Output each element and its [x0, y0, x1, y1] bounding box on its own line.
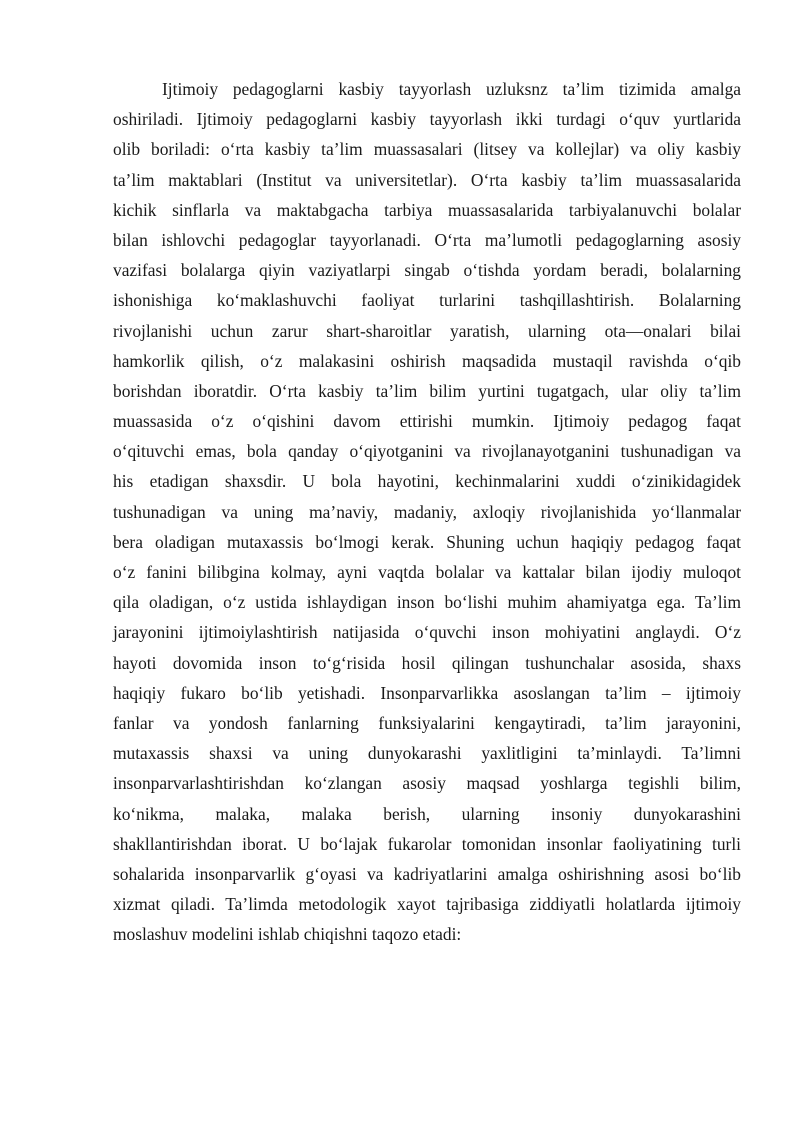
text-line: vazifasi bolalarga qiyin vaziyatlarpi singab o‘tishda yordam beradi, bolalarning [113, 260, 741, 281]
text-line: o‘qituvchi emas, bola qanday o‘qiyotganini va rivojlanayotganini tushunadigan va [113, 441, 741, 462]
text-line: shakllantirishdan iborat. U bo‘lajak fukarolar tomonidan insonlar faoliyatining turli [113, 833, 741, 854]
paragraph [113, 74, 741, 949]
text-line: hamkorlik qilish, o‘z malakasini oshirish maqsadida mustaqil ravishda o‘qib [113, 350, 741, 371]
text-line-last: moslashuv modelini ishlab chiqishni taqozo etadi: [113, 924, 462, 945]
text-line: bilan ishlovchi pedagoglar tayyorlanadi. O‘rta ma’lumotli pedagoglarning asosiy [113, 229, 741, 250]
text-line: his etadigan shaxsdir. U bola hayotini, kechinmalarini xuddi o‘zinikidagidek [113, 471, 741, 492]
text-line: ishonishiga ko‘maklashuvchi faoliyat turlarini tashqillashtirish. Bolalarning [113, 290, 741, 311]
text-line: kichik sinflarla va maktabgacha tarbiya muassasalarida tarbiyalanuvchi bolalar [113, 199, 741, 220]
text-line: qila oladigan, o‘z ustida ishlaydigan inson bo‘lishi muhim ahamiyatga ega. Ta’lim [113, 592, 741, 613]
text-line: haqiqiy fukaro bo‘lib yetishadi. Insonparvarlikka asoslangan ta’lim – ijtimoiy [113, 682, 741, 703]
text-line: bera oladigan mutaxassis bo‘lmogi kerak. Shuning uchun haqiqiy pedagog faqat [113, 531, 741, 552]
text-line: o‘z fanini bilibgina kolmay, ayni vaqtda bolalar va kattalar bilan ijodiy muloqot [113, 562, 741, 582]
text-line: jarayonini ijtimoiylashtirish natijasida o‘quvchi inson mohiyatini anglaydi. O‘z [113, 622, 741, 643]
text-line: rivojlanishi uchun zarur shart-sharoitlar yaratish, ularning ota—onalari bilai [113, 320, 741, 341]
text-line: olib boriladi: o‘rta kasbiy ta’lim muassasalari (litsey va kollejlar) va oliy kasbiy [113, 139, 741, 160]
text-line: oshiriladi. Ijtimoiy pedagoglarni kasbiy tayyorlash ikki turdagi o‘quv yurtlarida [113, 109, 741, 130]
text-line: insonparvarlashtirishdan ko‘zlangan asosiy maqsad yoshlarga tegishli bilim, [113, 773, 741, 794]
text-line: tushunadigan va uning ma’naviy, madaniy, axloqiy rivojlanishida yo‘llanmalar [113, 501, 741, 522]
document-body [113, 74, 741, 949]
text-line: muassasida o‘z o‘qishini davom ettirishi mumkin. Ijtimoiy pedagog faqat [113, 411, 741, 432]
text-line: hayoti dovomida inson to‘g‘risida hosil qilingan tushunchalar asosida, shaxs [113, 652, 741, 673]
text-line: xizmat qiladi. Ta’limda metodologik xayot tajribasiga ziddiyatli holatlarda ijtimoiy [113, 894, 741, 915]
text-line: Ijtimoiy pedagoglarni kasbiy tayyorlash uzluksnz ta’lim tizimida amalga [162, 79, 741, 99]
text-line: ta’lim maktablari (Institut va universitetlar). O‘rta kasbiy ta’lim muassasalarida [113, 169, 741, 190]
text-line: mutaxassis shaxsi va uning dunyokarashi yaxlitligini ta’minlaydi. Ta’limni [113, 743, 741, 764]
text-line: sohalarida insonparvarlik g‘oyasi va kadriyatlarini amalga oshirishning asosi bo‘lib [113, 863, 741, 884]
text-line: ko‘nikma, malaka, malaka berish, ularning insoniy dunyokarashini [113, 803, 741, 824]
text-line: fanlar va yondosh fanlarning funksiyalarini kengaytiradi, ta’lim jarayonini, [113, 712, 741, 733]
text-line: borishdan iboratdir. O‘rta kasbiy ta’lim bilim yurtini tugatgach, ular oliy ta’lim [113, 380, 741, 401]
